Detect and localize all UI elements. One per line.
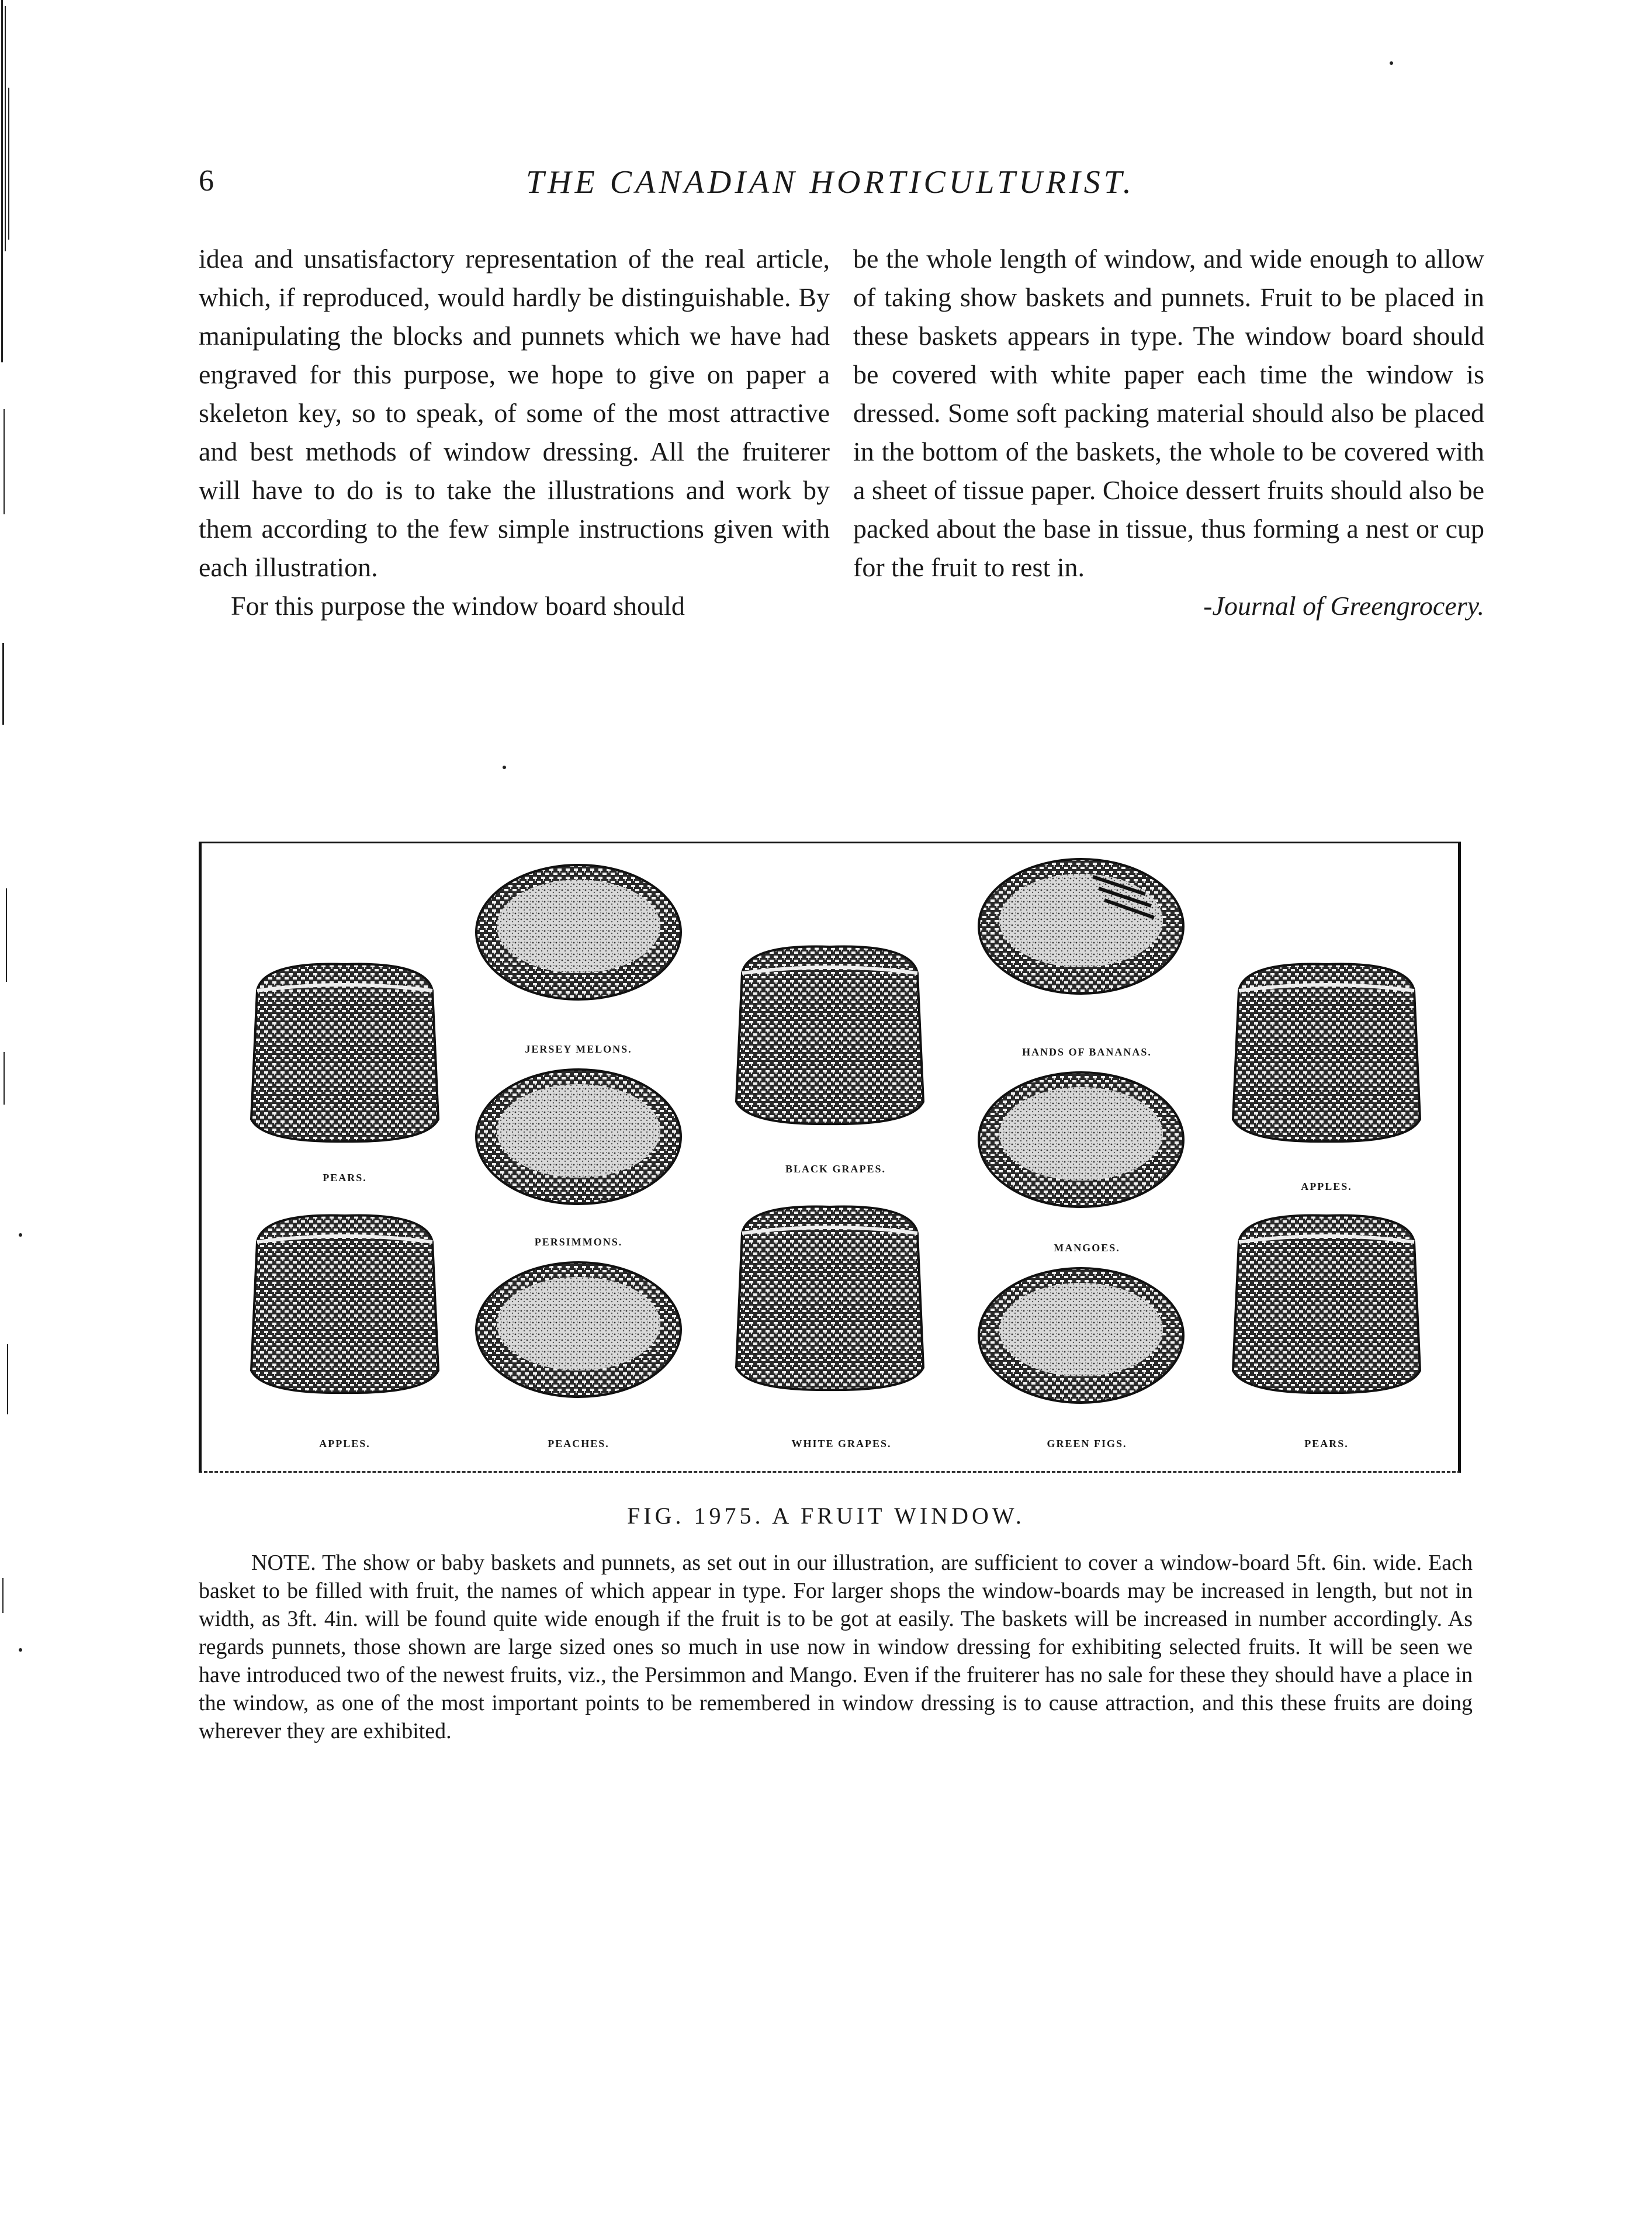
running-head — [199, 164, 1473, 210]
label-black-grapes: BLACK GRAPES. — [785, 1163, 886, 1175]
label-apples-bottom: APPLES. — [319, 1438, 370, 1449]
pears-basket-image — [240, 956, 450, 1148]
label-persimmons: PERSIMMONS. — [534, 1236, 623, 1248]
figure-caption: FIG. 1975. A FRUIT WINDOW. — [627, 1503, 1025, 1529]
bananas-punnet-image — [970, 853, 1192, 1011]
right-paragraph-1: be the whole length of window, and wide enough to allow of taking show baskets and punnets. Fruit to be placed in these baskets appears in type. The window board should be covered with white paper each time the window is dressed. Some soft packing material should also be placed in the bottom of the baskets, the whole to be covered with a sheet of tissue paper. Choice dessert fruits should also be packed about the base in tissue, thus forming a nest or cup for the fruit to rest in. — [853, 244, 1484, 582]
stray-mark — [503, 766, 506, 769]
stray-mark — [19, 1233, 22, 1237]
right-column — [853, 240, 1484, 625]
label-hands-of-bananas: HANDS OF BANANAS. — [1022, 1046, 1152, 1058]
note-paragraph: NOTE. The show or baby baskets and punnets, as set out in our illustration, are sufficient to cover a window-board 5ft. 6in. wide. Each basket to be filled with fruit, the names of which appear in type. For larger shops the window-boards may be increased in length, but not in width, as 3ft. 4in. will be found quite wide enough if the fruit is to be got at easily. The baskets will be increased in number accordingly. As regards punnets, those shown are large sized ones so much in use now in window dressing for exhibiting selected fruits. It will be seen we have introduced two of the newest fruits, viz., the Persimmon and Mango. Even if the fruiterer has no sale for these they should have a place in the window, as one of the most important points to be remembered in window dressing is to cause attraction, and this these fruits are doing wherever they are exhibited. — [199, 1551, 1473, 1743]
label-peaches: PEACHES. — [548, 1438, 609, 1449]
left-column — [199, 240, 830, 625]
persimmons-punnet-image — [467, 1064, 690, 1221]
label-green-figs: GREEN FIGS. — [1047, 1438, 1127, 1449]
label-white-grapes: WHITE GRAPES. — [791, 1438, 892, 1449]
stray-mark — [19, 1648, 22, 1652]
fruit-window-figure — [199, 842, 1461, 1473]
white-grapes-basket-image — [725, 1198, 935, 1397]
green-figs-punnet-image — [970, 1262, 1192, 1420]
journal-title: THE CANADIAN HORTICULTURIST. — [526, 164, 1135, 200]
jersey-melons-punnet-image — [467, 859, 690, 1017]
page-number: 6 — [199, 164, 214, 198]
figure-note — [199, 1549, 1473, 1745]
black-grapes-basket-image — [725, 938, 935, 1131]
scan-edge-noise — [0, 0, 23, 1870]
peaches-punnet-image — [467, 1257, 690, 1414]
label-mangoes: MANGOES. — [1054, 1242, 1120, 1254]
attribution: -Journal of Greengrocery. — [1203, 591, 1484, 621]
label-pears-bottom: PEARS. — [1304, 1438, 1349, 1449]
label-apples-top: APPLES. — [1301, 1181, 1352, 1192]
pears-basket-image — [1221, 1207, 1432, 1400]
apples-basket-image — [1221, 956, 1432, 1148]
stray-mark — [1390, 61, 1393, 65]
left-paragraph-1: idea and unsatisfactory representation of the real article, which, if reproduced, would hardly be distinguishable. By manipulating the blocks and punnets which we have had engraved for this purpose, we hope to give on paper a skeleton key, so to speak, of some of the most attractive and best methods of window dressing. All the fruiterer will have to do is to take the illustrations and work by them according to the few simple instructions given with each illustration. — [199, 244, 830, 582]
left-paragraph-2: For this purpose the window board should — [231, 591, 685, 621]
label-pears-top: PEARS. — [323, 1172, 367, 1184]
label-jersey-melons: JERSEY MELONS. — [525, 1043, 632, 1055]
apples-basket-image — [240, 1207, 450, 1400]
mangoes-punnet-image — [970, 1067, 1192, 1224]
